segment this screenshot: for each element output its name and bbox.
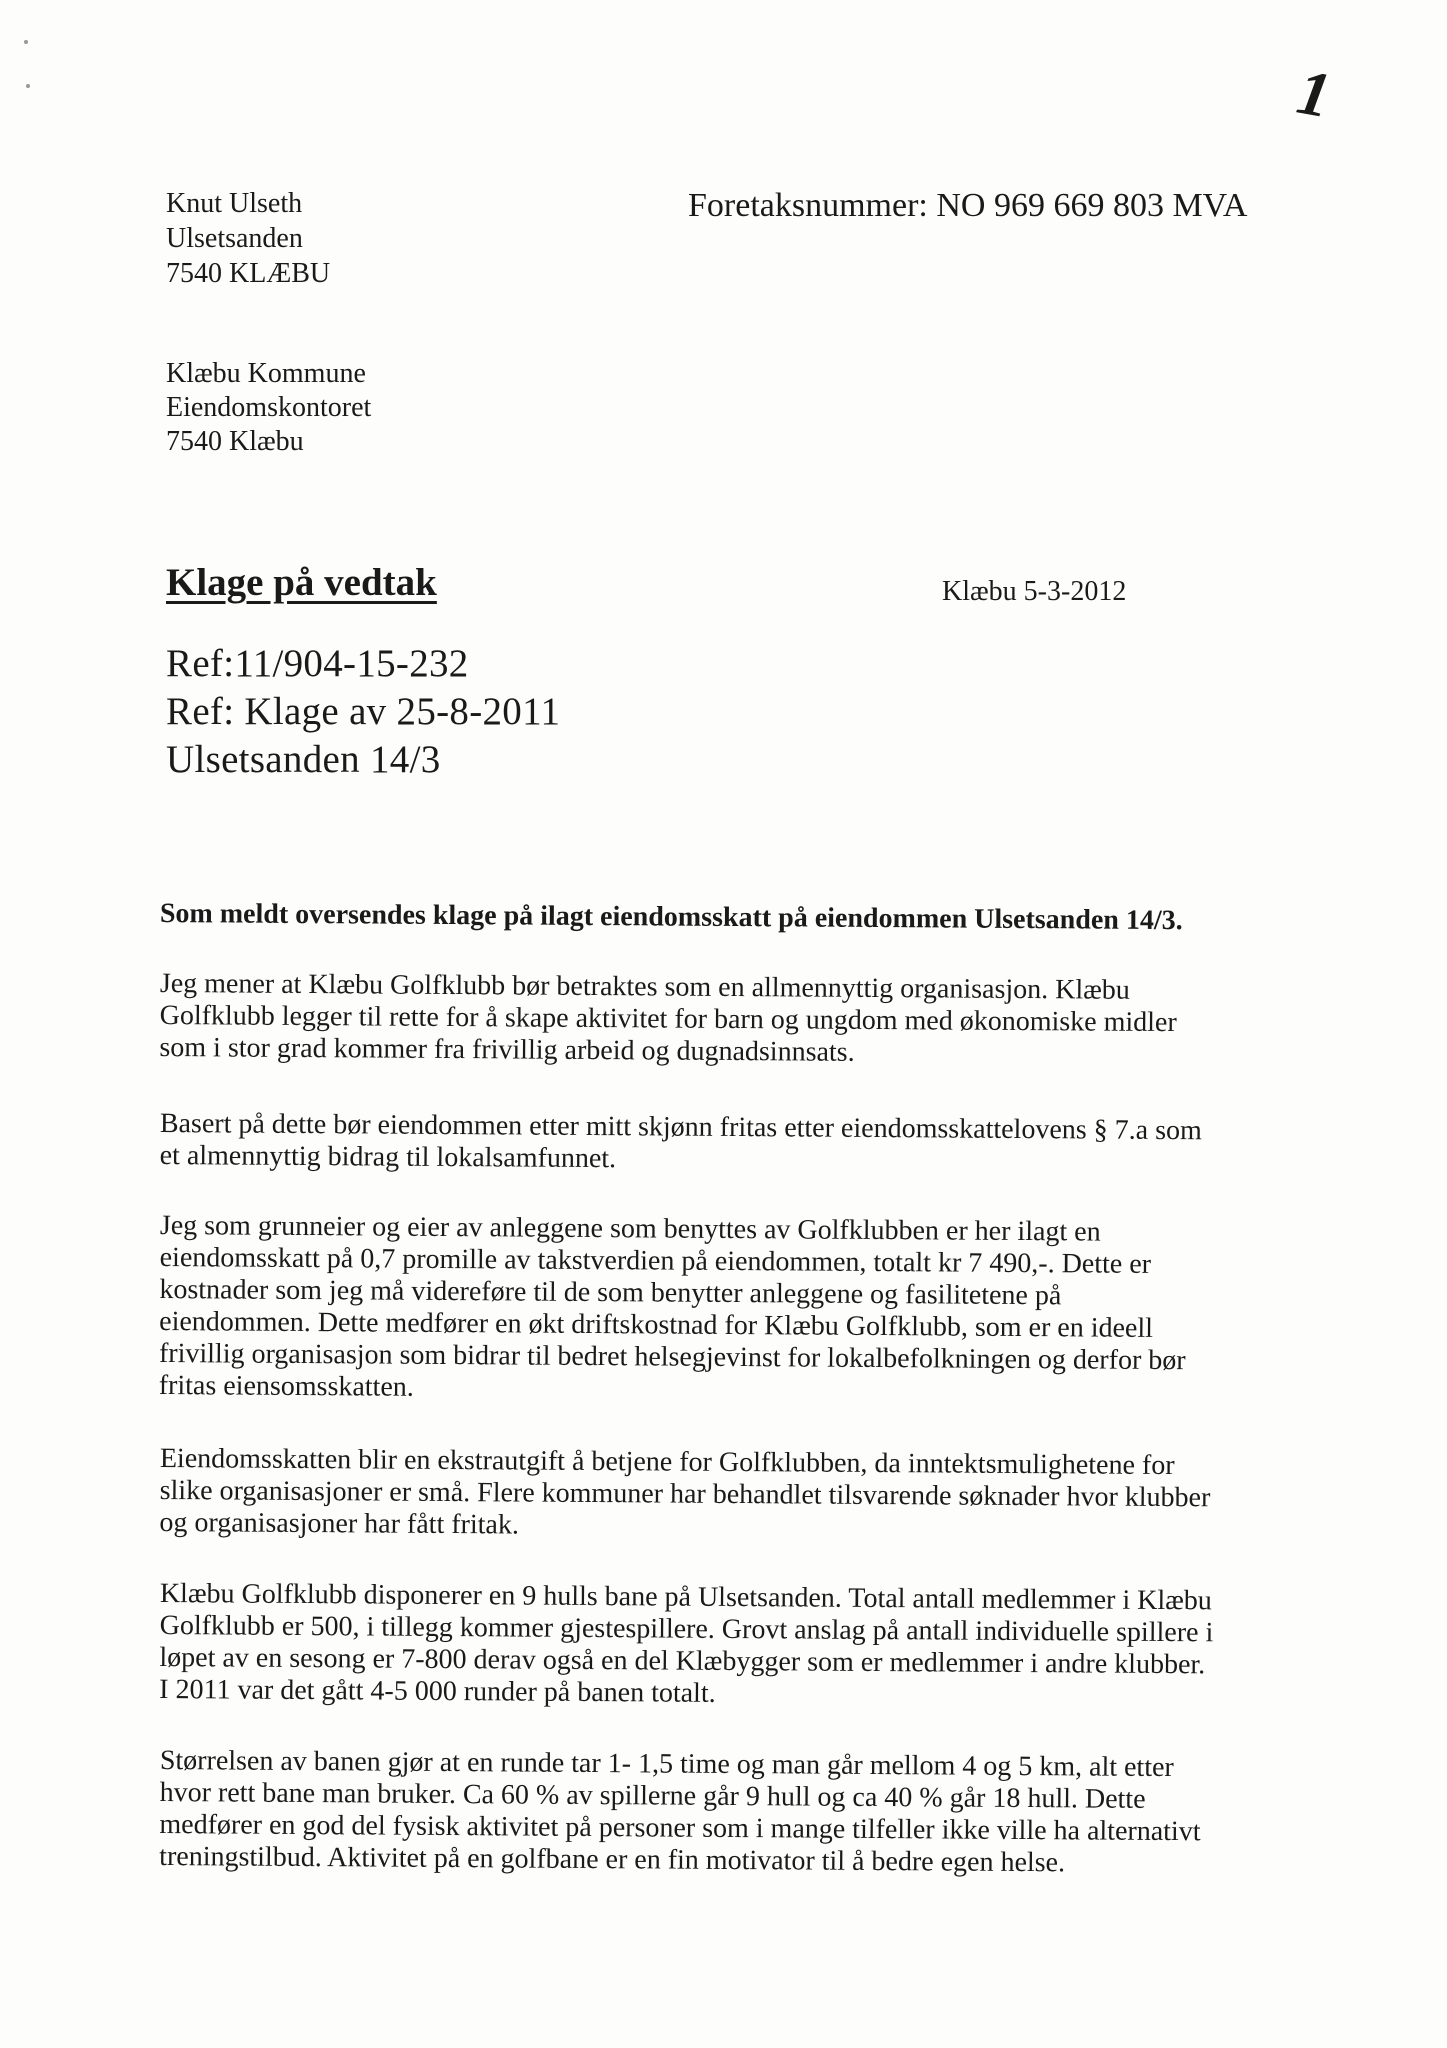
letter-title: Klage på vedtak — [166, 561, 437, 604]
paragraph-line: Størrelsen av banen gjør at en runde tar 1- 1,5 time og man går mellom 4 og 5 km, alt etter — [159, 1745, 1174, 1784]
paragraph-line: Golfklubb er 500, i tillegg kommer gjestespillere. Grovt anslag på antall individuelle spillere i — [159, 1609, 1214, 1649]
sender-street: Ulsetsanden — [166, 223, 303, 254]
sender-name: Knut Ulseth — [166, 188, 303, 219]
paragraph-line: eiendomsskatt på 0,7 promille av takstverdien på eiendommen, totalt kr 7 490,-. Dette er — [159, 1241, 1152, 1280]
paragraph-line: løpet av en sesong er 7-800 derav også en del Klæbygger som er medlemmer i andre klubber. — [159, 1641, 1206, 1681]
reference-case-number: Ref:11/904-15-232 — [166, 642, 469, 685]
paragraph-2 — [160, 1108, 1300, 1180]
paragraph-line: slike organisasjoner er små. Flere kommuner har behandlet tilsvarende søknader hvor klubber — [159, 1474, 1211, 1514]
letter-date: Klæbu 5-3-2012 — [942, 576, 1127, 607]
scan-speck — [24, 40, 28, 44]
paragraph-line: Eiendomsskatten blir en ekstrautgift å betjene for Golfklubben, da inntektsmulighetene for — [159, 1443, 1175, 1482]
scan-speck — [26, 84, 30, 88]
recipient-name: Klæbu Kommune — [166, 358, 366, 389]
paragraph-line: eiendommen. Dette medfører en økt driftskostnad for Klæbu Golfklubb, som er en ideell — [159, 1305, 1154, 1344]
paragraph-4 — [159, 1443, 1300, 1547]
paragraph-line: Jeg som grunneier og eier av anleggene som benyttes av Golfklubben er her ilagt en — [159, 1210, 1101, 1248]
paragraph-1 — [159, 968, 1300, 1072]
paragraph-line: Jeg mener at Klæbu Golfklubb bør betraktes som en allmennyttig organisasjon. Klæbu — [159, 968, 1130, 1006]
company-registration-number: Foretaksnummer: NO 969 669 803 MVA — [688, 187, 1248, 224]
recipient-address-block — [166, 357, 371, 459]
paragraph-line: og organisasjoner har fått fritak. — [159, 1506, 520, 1541]
paragraph-5 — [159, 1578, 1300, 1714]
paragraph-line: fritas eiensomsskatten. — [158, 1369, 414, 1403]
sender-postal: 7540 KLÆBU — [166, 258, 331, 289]
paragraph-line: kostnader som jeg må videreføre til de som benytter anleggene og fasilitetene på — [159, 1273, 1062, 1312]
paragraph-line: som i stor grad kommer fra frivillig arbeid og dugnadsinnsats. — [159, 1031, 855, 1068]
paragraph-line: Basert på dette bør eiendommen etter mitt skjønn fritas etter eiendomsskattelovens § 7.a som — [159, 1108, 1202, 1147]
paragraph-line: medfører en god del fysisk aktivitet på personer som i mange tilfeller ikke ville ha alternativt — [159, 1808, 1201, 1848]
sender-address-block — [166, 186, 330, 291]
page-number-mark: 1 — [1292, 55, 1337, 132]
paragraph-3 — [159, 1210, 1300, 1410]
paragraph-line: treningstilbud. Aktivitet på en golfbane er en fin motivator til å bedre egen helse. — [159, 1840, 1066, 1879]
intro-statement: Som meldt oversendes klage på ilagt eiendomsskatt på eiendommen Ulsetsanden 14/3. — [159, 898, 1183, 937]
paragraph-6 — [159, 1745, 1300, 1881]
reference-property: Ulsetsanden 14/3 — [166, 738, 441, 781]
reference-block — [166, 640, 560, 784]
paragraph-line: et almennyttig bidrag til lokalsamfunnet. — [159, 1139, 617, 1175]
paragraph-line: frivillig organisasjon som bidrar til bedret helsegjevinst for lokalbefolkningen og derfor bør — [158, 1337, 1186, 1377]
reference-previous-complaint: Ref: Klage av 25-8-2011 — [166, 690, 561, 733]
paragraph-line: I 2011 var det gått 4-5 000 runder på banen totalt. — [159, 1673, 716, 1709]
recipient-department: Eiendomskontoret — [166, 392, 372, 423]
recipient-postal: 7540 Klæbu — [166, 426, 304, 457]
paragraph-line: Klæbu Golfklubb disponerer en 9 hulls bane på Ulsetsanden. Total antall medlemmer i Klæbu — [159, 1578, 1212, 1617]
paragraph-line: hvor rett bane man bruker. Ca 60 % av spillerne går 9 hull og ca 40 % går 18 hull. Dette — [159, 1776, 1146, 1815]
paragraph-line: Golfklubb legger til rette for å skape aktivitet for barn og ungdom med økonomiske midler — [159, 999, 1177, 1039]
